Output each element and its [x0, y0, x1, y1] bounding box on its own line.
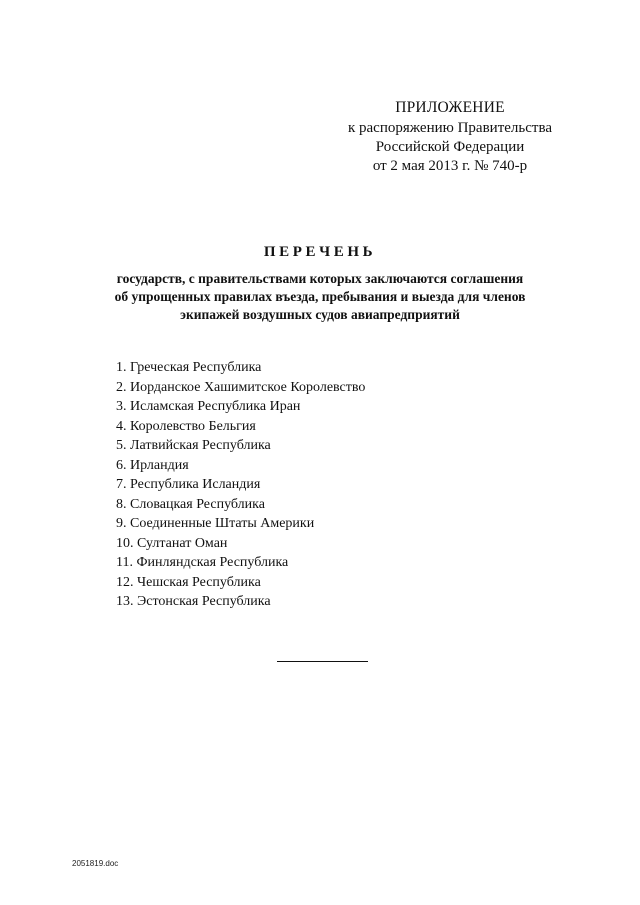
item-number: 10.	[116, 535, 134, 551]
list-item	[116, 534, 365, 554]
appendix-caption: ПРИЛОЖЕНИЕ	[395, 99, 505, 116]
country-name: Ирландия	[130, 457, 189, 473]
country-name: Королевство Бельгия	[130, 418, 256, 434]
country-name: Исламская Республика Иран	[130, 399, 301, 414]
country-name: Иорданское Хашимитское Королевство	[130, 379, 366, 395]
subtitle-line: государств, с правительствами которых заключаются соглашения	[116, 271, 524, 286]
item-number: 1.	[116, 360, 127, 375]
country-name: Эстонская Республика	[137, 594, 271, 609]
appendix-line-government: Российской Федерации	[375, 139, 525, 155]
item-number: 12.	[116, 574, 134, 590]
item-number: 6.	[116, 457, 127, 473]
subtitle-line: об упрощенных правилах въезда, пребывания и выезда для членов	[114, 289, 526, 304]
country-name: Чешская Республика	[137, 574, 261, 590]
country-name: Султанат Оман	[137, 535, 228, 551]
closing-divider	[277, 661, 368, 662]
list-item	[116, 514, 365, 534]
list-item	[116, 475, 365, 495]
country-list	[116, 358, 365, 612]
list-item	[116, 573, 365, 593]
country-name: Соединенные Штаты Америки	[130, 516, 315, 531]
country-name: Финляндская Республика	[136, 555, 289, 570]
footer-file-name: 2051819.doc	[72, 859, 119, 868]
subtitle-line: экипажей воздушных судов авиапредприятий	[180, 307, 460, 322]
country-name: Греческая Республика	[130, 360, 262, 375]
list-item	[116, 592, 365, 612]
appendix-line-order: к распоряжению Правительства	[347, 120, 552, 136]
item-number: 11.	[116, 555, 133, 570]
item-number: 4.	[116, 418, 127, 434]
item-number: 8.	[116, 496, 127, 512]
list-item	[116, 378, 365, 398]
item-number: 2.	[116, 379, 127, 395]
item-number: 5.	[116, 438, 127, 453]
item-number: 13.	[116, 594, 134, 609]
country-name: Республика Исландия	[130, 477, 261, 492]
list-item	[116, 495, 365, 515]
item-number: 7.	[116, 477, 127, 492]
appendix-block	[330, 98, 570, 176]
list-item	[116, 358, 365, 378]
list-item	[116, 553, 365, 573]
appendix-line-date-number: от 2 мая 2013 г. № 740-р	[372, 158, 528, 174]
country-name: Латвийская Республика	[130, 438, 271, 453]
list-item	[116, 456, 365, 476]
country-name: Словацкая Республика	[130, 496, 265, 512]
list-item	[116, 397, 365, 417]
list-item	[116, 436, 365, 456]
item-number: 9.	[116, 516, 127, 531]
list-item	[116, 417, 365, 437]
item-number: 3.	[116, 399, 127, 414]
document-title: ПЕРЕЧЕНЬ	[263, 244, 377, 260]
document-subtitle	[60, 270, 580, 324]
